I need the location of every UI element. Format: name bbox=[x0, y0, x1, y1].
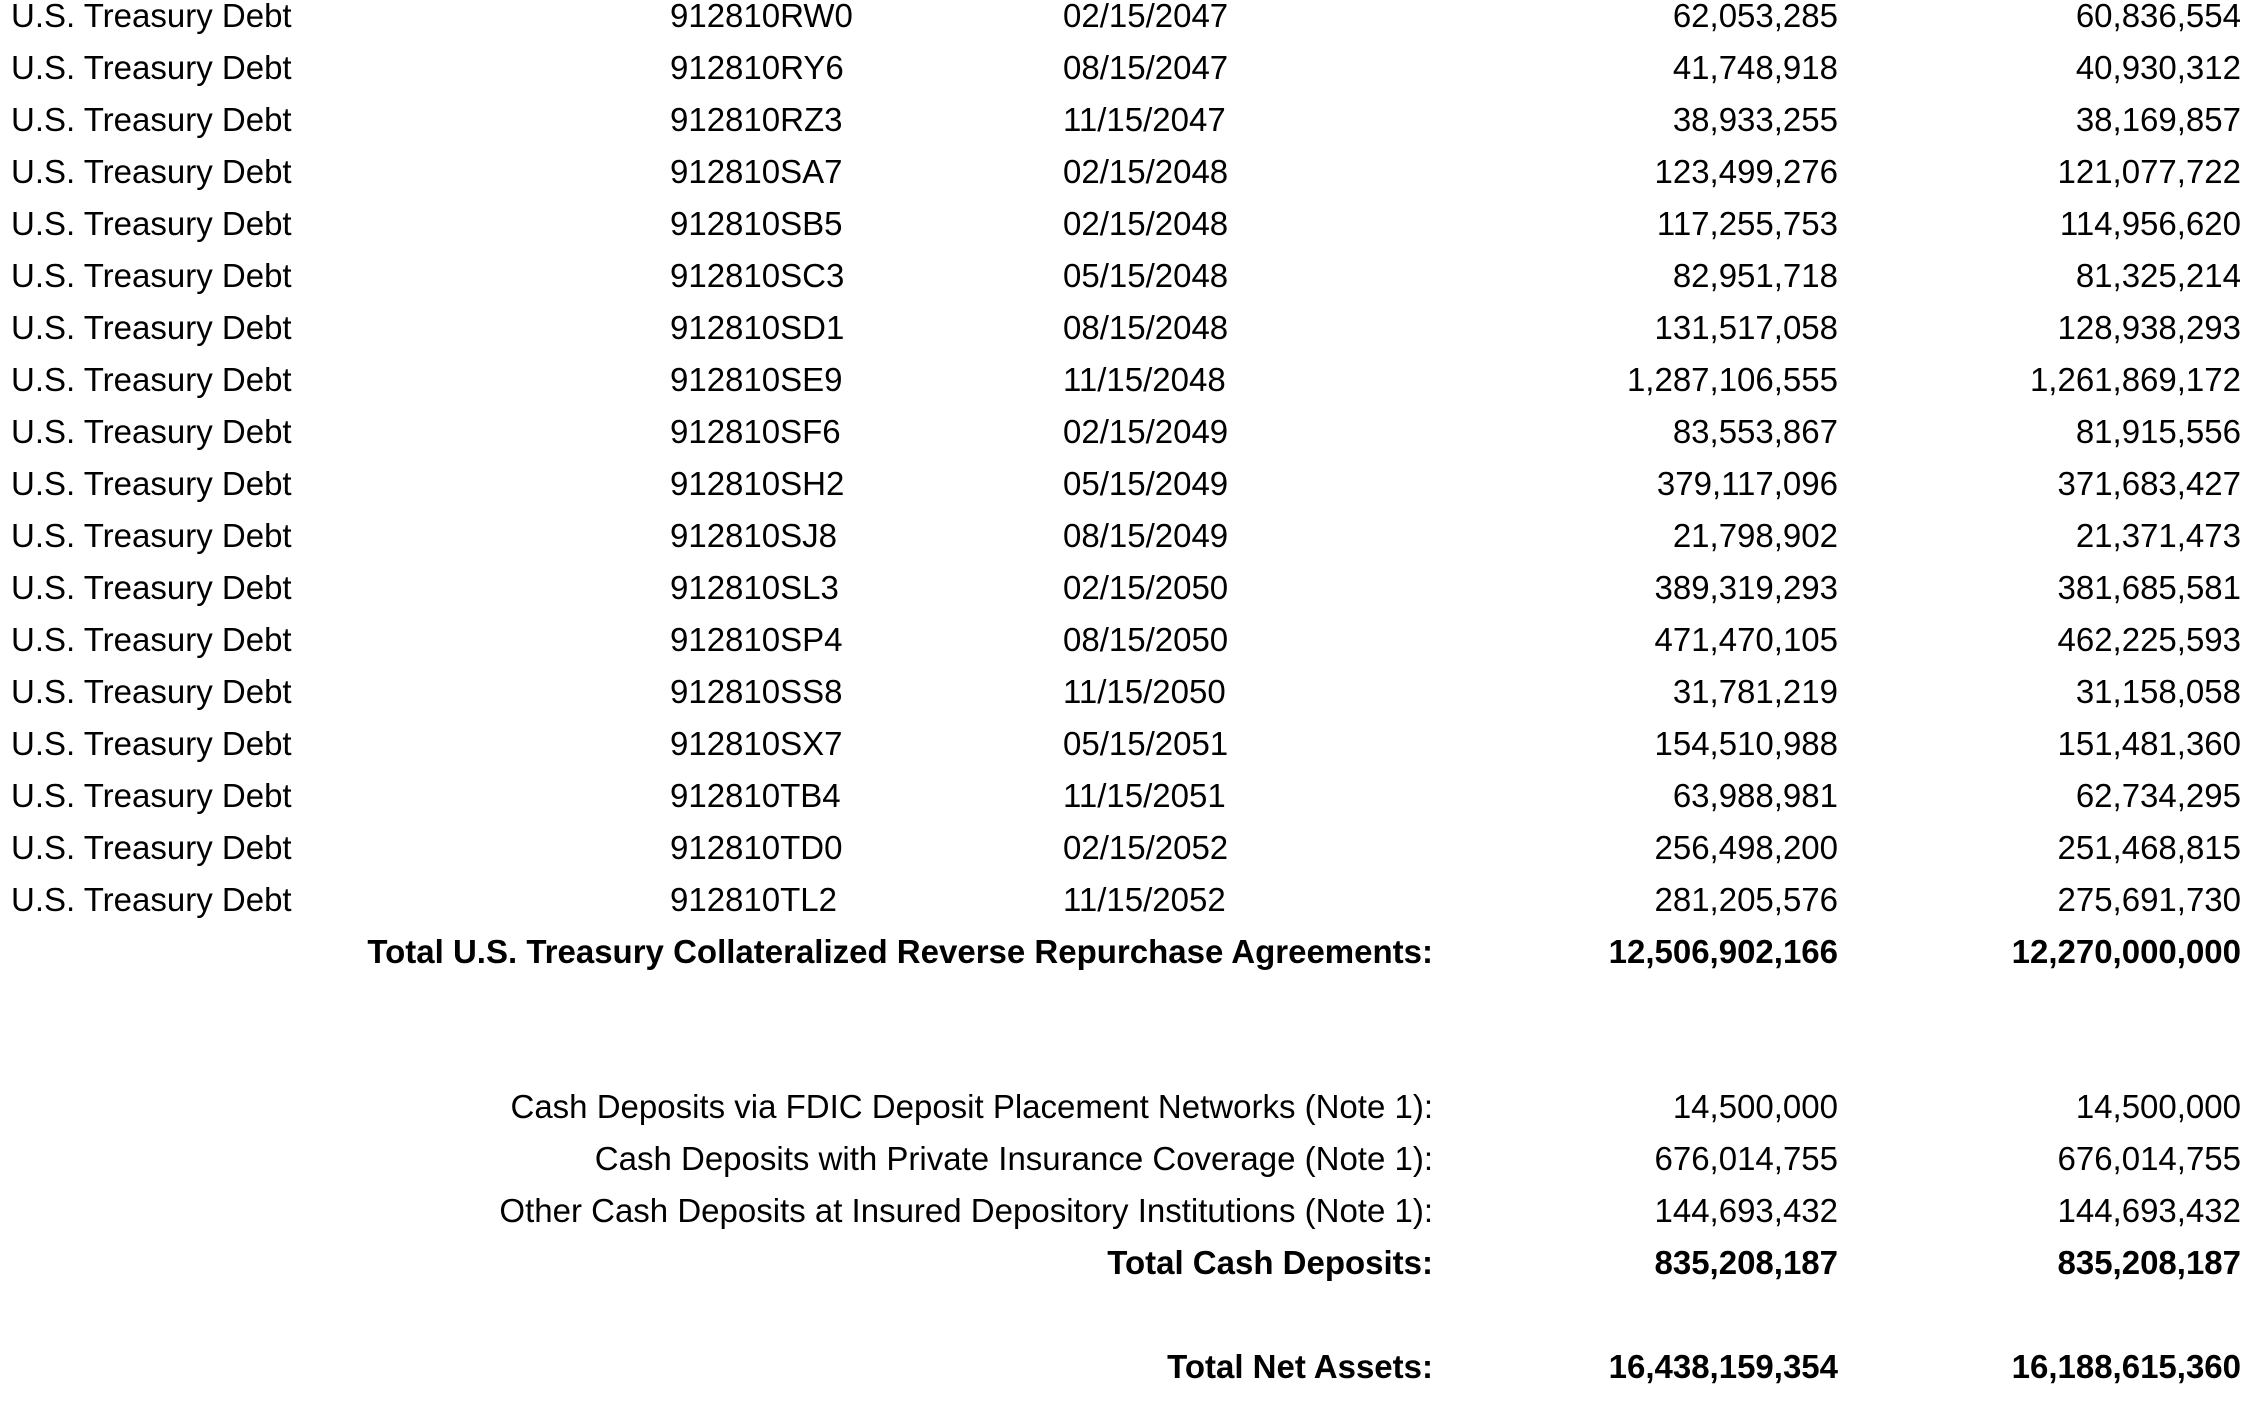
market-value: 38,169,857 bbox=[2075, 101, 2241, 138]
security-description: U.S. Treasury Debt bbox=[11, 49, 292, 86]
market-value: 81,915,556 bbox=[2075, 413, 2241, 450]
maturity-date: 11/15/2050 bbox=[1063, 673, 1226, 710]
table-row bbox=[0, 42, 2262, 94]
security-description: U.S. Treasury Debt bbox=[11, 621, 292, 658]
security-cusip: 912810SE9 bbox=[670, 361, 843, 398]
repo-total-label: Total U.S. Treasury Collateralized Reverse Repurchase Agreements: bbox=[367, 933, 1433, 970]
security-cusip: 912810SX7 bbox=[670, 725, 843, 762]
cash-deposit-par: 14,500,000 bbox=[1672, 1088, 1838, 1125]
security-description: U.S. Treasury Debt bbox=[11, 777, 292, 814]
cash-total-market-value: 835,208,187 bbox=[2057, 1244, 2241, 1281]
security-cusip: 912810SS8 bbox=[670, 673, 843, 710]
market-value: 81,325,214 bbox=[2075, 257, 2241, 294]
cash-total-label: Total Cash Deposits: bbox=[1107, 1244, 1433, 1281]
cash-deposit-market-value: 14,500,000 bbox=[2075, 1088, 2241, 1125]
par-value: 117,255,753 bbox=[1656, 205, 1838, 242]
table-row bbox=[0, 94, 2262, 146]
cash-deposit-par: 144,693,432 bbox=[1654, 1192, 1838, 1229]
maturity-date: 02/15/2052 bbox=[1063, 829, 1229, 866]
par-value: 389,319,293 bbox=[1654, 569, 1838, 606]
security-cusip: 912810SC3 bbox=[670, 257, 845, 294]
maturity-date: 02/15/2048 bbox=[1063, 205, 1229, 242]
par-value: 131,517,058 bbox=[1654, 309, 1838, 346]
table-row bbox=[0, 146, 2262, 198]
security-cusip: 912810RZ3 bbox=[670, 101, 843, 138]
market-value: 114,956,620 bbox=[2059, 205, 2241, 242]
security-cusip: 912810RY6 bbox=[670, 49, 844, 86]
market-value: 128,938,293 bbox=[2057, 309, 2241, 346]
security-description: U.S. Treasury Debt bbox=[11, 881, 292, 918]
par-value: 82,951,718 bbox=[1672, 257, 1838, 294]
security-cusip: 912810SD1 bbox=[670, 309, 845, 346]
security-cusip: 912810SP4 bbox=[670, 621, 843, 658]
cash-deposit-par: 676,014,755 bbox=[1654, 1140, 1838, 1177]
cash-deposit-market-value: 676,014,755 bbox=[2057, 1140, 2241, 1177]
market-value: 251,468,815 bbox=[2057, 829, 2241, 866]
table-row bbox=[0, 458, 2262, 510]
security-description: U.S. Treasury Debt bbox=[11, 205, 292, 242]
security-cusip: 912810TD0 bbox=[670, 829, 843, 866]
table-row bbox=[0, 614, 2262, 666]
table-row bbox=[0, 0, 2262, 42]
par-value: 21,798,902 bbox=[1672, 517, 1838, 554]
table-row bbox=[0, 406, 2262, 458]
maturity-date: 02/15/2049 bbox=[1063, 413, 1229, 450]
table-row bbox=[0, 562, 2262, 614]
cash-deposit-market-value: 144,693,432 bbox=[2057, 1192, 2241, 1229]
security-description: U.S. Treasury Debt bbox=[11, 361, 292, 398]
table-row bbox=[0, 250, 2262, 302]
market-value: 381,685,581 bbox=[2057, 569, 2241, 606]
par-value: 123,499,276 bbox=[1654, 153, 1838, 190]
table-row bbox=[0, 874, 2262, 926]
security-cusip: 912810SB5 bbox=[670, 205, 843, 242]
par-value: 83,553,867 bbox=[1672, 413, 1838, 450]
repo-total-par: 12,506,902,166 bbox=[1608, 933, 1838, 970]
cash-deposit-label: Other Cash Deposits at Insured Depository Institutions (Note 1): bbox=[499, 1192, 1433, 1229]
par-value: 63,988,981 bbox=[1672, 777, 1838, 814]
table-row bbox=[0, 510, 2262, 562]
security-description: U.S. Treasury Debt bbox=[11, 101, 292, 138]
security-description: U.S. Treasury Debt bbox=[11, 0, 292, 34]
cash-deposit-row bbox=[0, 1081, 2262, 1133]
security-cusip: 912810TB4 bbox=[670, 777, 841, 814]
table-row bbox=[0, 718, 2262, 770]
maturity-date: 11/15/2047 bbox=[1063, 101, 1226, 138]
market-value: 62,734,295 bbox=[2075, 777, 2241, 814]
repo-total-row bbox=[0, 926, 2262, 978]
maturity-date: 05/15/2048 bbox=[1063, 257, 1229, 294]
security-description: U.S. Treasury Debt bbox=[11, 465, 292, 502]
cash-deposit-label: Cash Deposits via FDIC Deposit Placement Networks (Note 1): bbox=[510, 1088, 1433, 1125]
market-value: 151,481,360 bbox=[2057, 725, 2241, 762]
security-description: U.S. Treasury Debt bbox=[11, 309, 292, 346]
security-description: U.S. Treasury Debt bbox=[11, 725, 292, 762]
maturity-date: 05/15/2051 bbox=[1063, 725, 1229, 762]
par-value: 379,117,096 bbox=[1656, 465, 1838, 502]
security-description: U.S. Treasury Debt bbox=[11, 153, 292, 190]
security-cusip: 912810RW0 bbox=[670, 0, 853, 34]
maturity-date: 02/15/2050 bbox=[1063, 569, 1229, 606]
maturity-date: 05/15/2049 bbox=[1063, 465, 1229, 502]
market-value: 40,930,312 bbox=[2075, 49, 2241, 86]
market-value: 60,836,554 bbox=[2075, 0, 2241, 34]
table-row bbox=[0, 822, 2262, 874]
security-description: U.S. Treasury Debt bbox=[11, 829, 292, 866]
security-cusip: 912810SF6 bbox=[670, 413, 841, 450]
par-value: 256,498,200 bbox=[1654, 829, 1838, 866]
par-value: 41,748,918 bbox=[1672, 49, 1838, 86]
net-assets-row bbox=[0, 1341, 2262, 1393]
par-value: 1,287,106,555 bbox=[1626, 361, 1838, 398]
table-row bbox=[0, 666, 2262, 718]
cash-total-row bbox=[0, 1237, 2262, 1289]
maturity-date: 11/15/2051 bbox=[1063, 777, 1226, 814]
security-description: U.S. Treasury Debt bbox=[11, 257, 292, 294]
security-cusip: 912810SH2 bbox=[670, 465, 845, 502]
par-value: 31,781,219 bbox=[1672, 673, 1838, 710]
security-description: U.S. Treasury Debt bbox=[11, 517, 292, 554]
net-assets-market-value: 16,188,615,360 bbox=[2011, 1348, 2241, 1385]
market-value: 21,371,473 bbox=[2075, 517, 2241, 554]
security-cusip: 912810SJ8 bbox=[670, 517, 837, 554]
par-value: 471,470,105 bbox=[1654, 621, 1838, 658]
maturity-date: 08/15/2050 bbox=[1063, 621, 1229, 658]
table-row bbox=[0, 354, 2262, 406]
repo-total-market-value: 12,270,000,000 bbox=[2011, 933, 2241, 970]
maturity-date: 11/15/2048 bbox=[1063, 361, 1226, 398]
maturity-date: 02/15/2048 bbox=[1063, 153, 1229, 190]
maturity-date: 08/15/2049 bbox=[1063, 517, 1229, 554]
maturity-date: 08/15/2047 bbox=[1063, 49, 1229, 86]
security-description: U.S. Treasury Debt bbox=[11, 673, 292, 710]
market-value: 31,158,058 bbox=[2075, 673, 2241, 710]
market-value: 371,683,427 bbox=[2057, 465, 2241, 502]
cash-total-par: 835,208,187 bbox=[1654, 1244, 1838, 1281]
par-value: 62,053,285 bbox=[1672, 0, 1838, 34]
market-value: 462,225,593 bbox=[2057, 621, 2241, 658]
security-description: U.S. Treasury Debt bbox=[11, 413, 292, 450]
par-value: 281,205,576 bbox=[1654, 881, 1838, 918]
market-value: 121,077,722 bbox=[2057, 153, 2241, 190]
table-row bbox=[0, 198, 2262, 250]
security-cusip: 912810SA7 bbox=[670, 153, 843, 190]
maturity-date: 08/15/2048 bbox=[1063, 309, 1229, 346]
table-row bbox=[0, 770, 2262, 822]
cash-deposit-row bbox=[0, 1185, 2262, 1237]
maturity-date: 11/15/2052 bbox=[1063, 881, 1226, 918]
net-assets-label: Total Net Assets: bbox=[1167, 1348, 1433, 1385]
maturity-date: 02/15/2047 bbox=[1063, 0, 1229, 34]
table-row bbox=[0, 302, 2262, 354]
security-description: U.S. Treasury Debt bbox=[11, 569, 292, 606]
security-cusip: 912810TL2 bbox=[670, 881, 837, 918]
cash-deposit-row bbox=[0, 1133, 2262, 1185]
cash-deposit-label: Cash Deposits with Private Insurance Coverage (Note 1): bbox=[594, 1140, 1433, 1177]
par-value: 38,933,255 bbox=[1672, 101, 1838, 138]
par-value: 154,510,988 bbox=[1654, 725, 1838, 762]
market-value: 1,261,869,172 bbox=[2029, 361, 2241, 398]
security-cusip: 912810SL3 bbox=[670, 569, 839, 606]
net-assets-par: 16,438,159,354 bbox=[1608, 1348, 1838, 1385]
market-value: 275,691,730 bbox=[2057, 881, 2241, 918]
